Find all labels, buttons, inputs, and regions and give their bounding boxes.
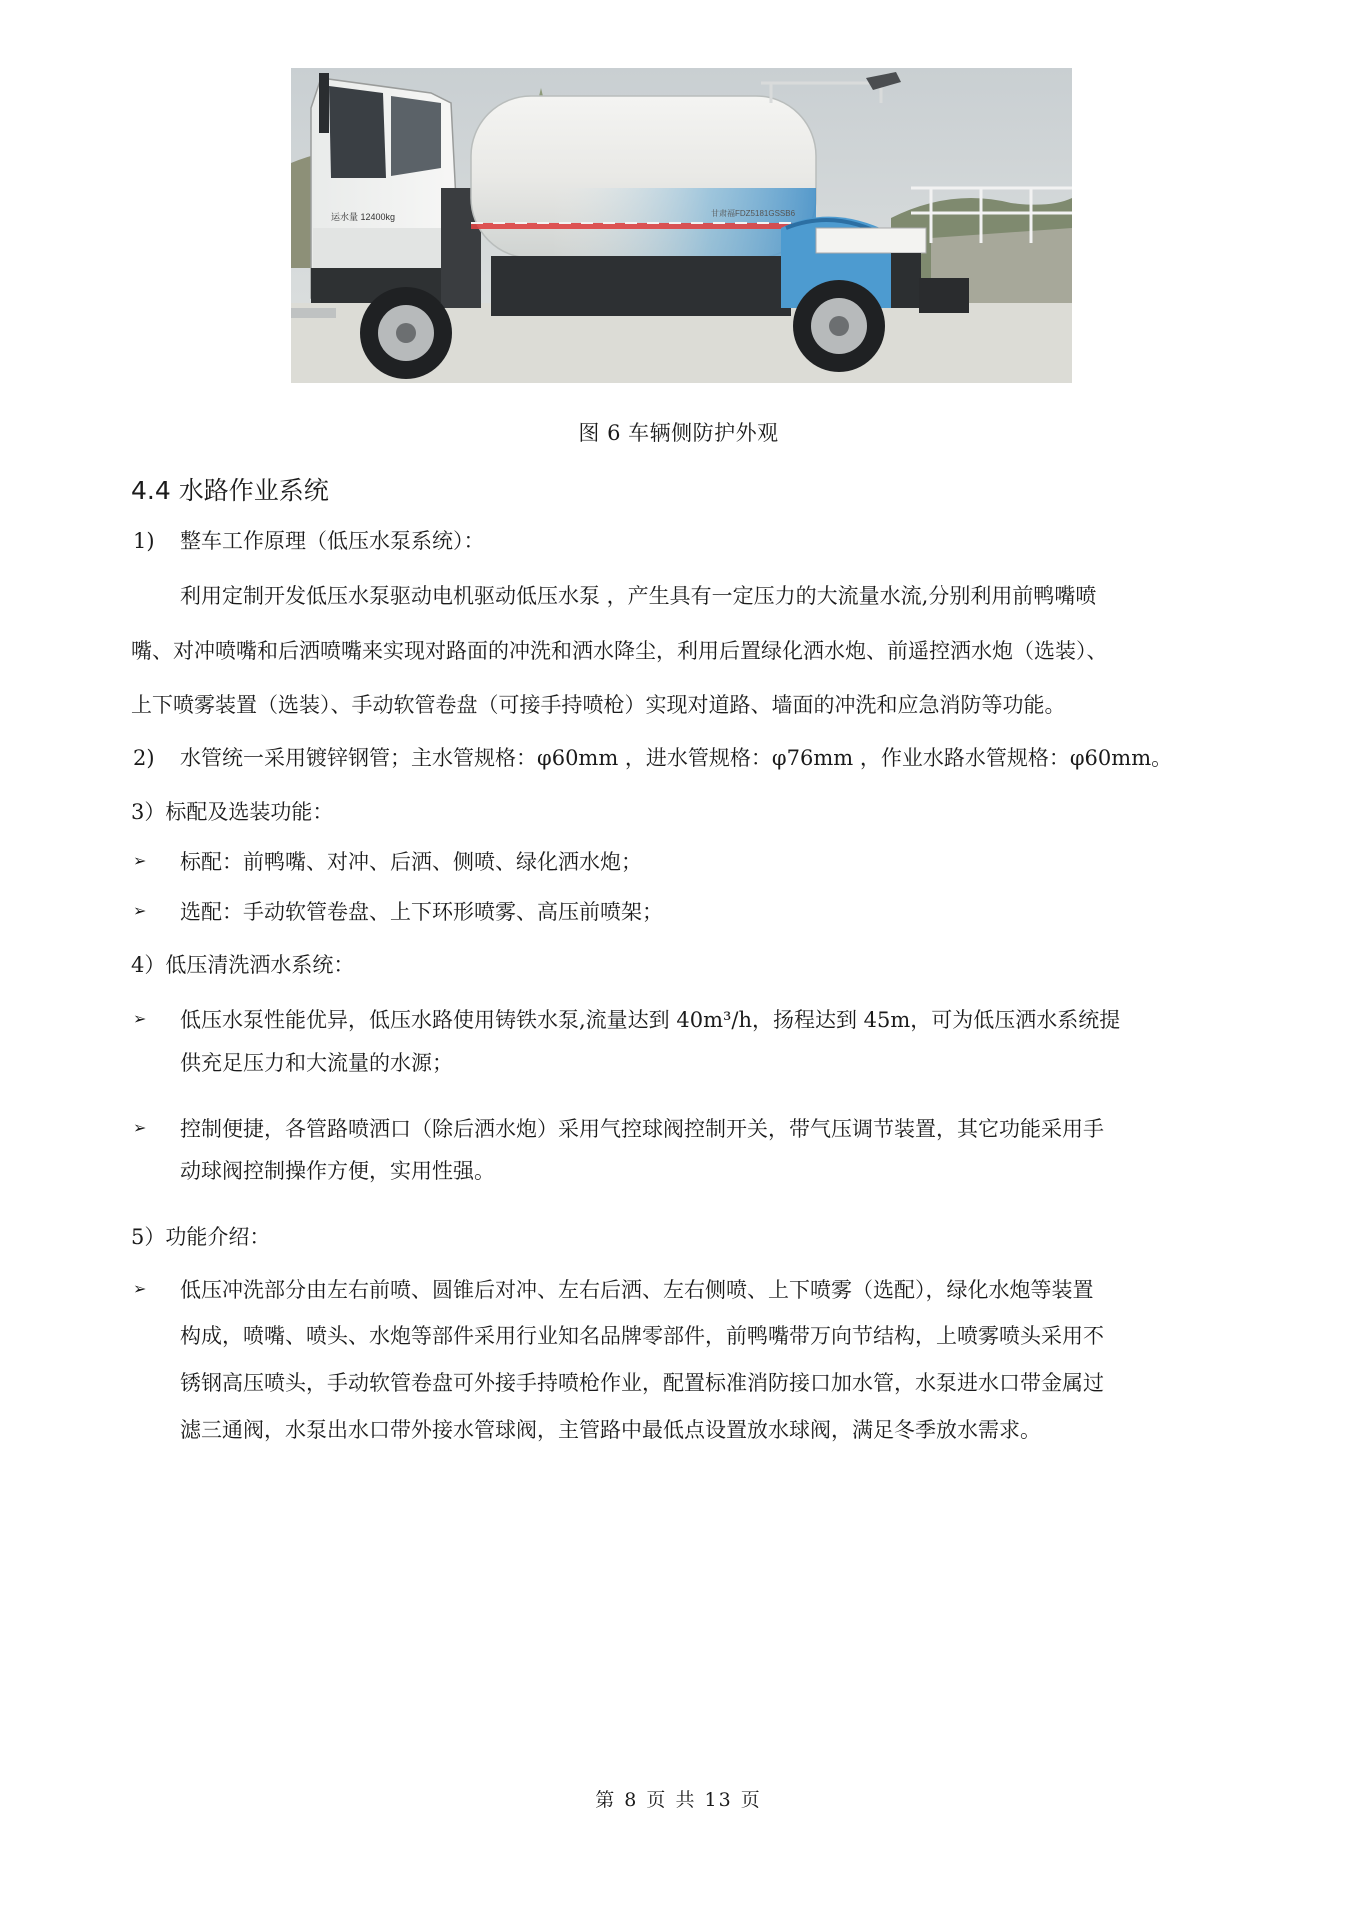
truck-side-photo xyxy=(291,68,1072,383)
tank-marking: 甘肃福FDZ5181GSSB6 xyxy=(711,209,796,218)
item-1-line-1: 利用定制开发低压水泵驱动电机驱动低压水泵 ，产生具有一定压力的大流量水流,分别利用前鸭嘴喷 xyxy=(180,584,1097,608)
item-5-title: 5）功能介绍： xyxy=(131,1225,271,1249)
door-marking: 运水量 12400kg xyxy=(331,212,396,222)
item-5-line-3: 锈钢高压喷头，手动软管卷盘可外接手持喷枪作业，配置标准消防接口加水管，水泵进水口带金属过 xyxy=(180,1371,1104,1395)
item-1-title: 整车工作原理（低压水泵系统）： xyxy=(180,529,485,553)
item-3-title: 3）标配及选装功能： xyxy=(131,800,334,824)
item-5-line-4: 滤三通阀，水泵出水口带外接水管球阀，主管路中最低点设置放水球阀，满足冬季放水需求。 xyxy=(180,1418,1041,1442)
item-4-title: 4）低压清洗洒水系统： xyxy=(131,953,355,977)
bullet-marker: ➢ xyxy=(133,851,147,870)
rear-wheel xyxy=(793,280,885,372)
bullet-marker: ➢ xyxy=(133,1009,147,1028)
item-2-text: 水管统一采用镀锌钢管；主水管规格：φ60mm ，进水管规格：φ76mm ，作业水路水管规格：φ60mm。 xyxy=(180,746,1173,770)
item-1-number: 1) xyxy=(133,529,155,553)
item-5-line-2: 构成，喷嘴、喷头、水炮等部件采用行业知名品牌零部件，前鸭嘴带万向节结构，上喷雾喷头采用不 xyxy=(180,1324,1104,1348)
item-4-bullet-1-line-1: 低压水泵性能优异，低压水路使用铸铁水泵,流量达到 40m³/h，扬程达到 45m，可为低压洒水系统提 xyxy=(180,1008,1121,1032)
figure-caption: 图 6 车辆侧防护外观 xyxy=(578,421,779,445)
section-heading: 4.4 水路作业系统 xyxy=(131,476,329,505)
item-2-number: 2) xyxy=(133,746,155,770)
item-4-bullet-2-line-1: 控制便捷，各管路喷洒口（除后洒水炮）采用气控球阀控制开关，带气压调节装置，其它功能采用手 xyxy=(180,1117,1104,1141)
item-1-line-3: 上下喷雾装置（选装）、手动软管卷盘（可接手持喷枪）实现对道路、墙面的冲洗和应急消防等功能。 xyxy=(131,693,1066,717)
bullet-marker: ➢ xyxy=(133,901,147,920)
bullet-marker: ➢ xyxy=(133,1118,147,1137)
bullet-marker: ➢ xyxy=(133,1279,147,1298)
item-3-bullet-2: 选配：手动软管卷盘、上下环形喷雾、高压前喷架； xyxy=(180,900,663,924)
page-number: 第 8 页 共 13 页 xyxy=(595,1789,762,1811)
item-4-bullet-1-line-2: 供充足压力和大流量的水源； xyxy=(180,1051,453,1075)
front-wheel xyxy=(360,287,452,379)
truck-illustration xyxy=(291,68,1072,383)
item-5-line-1: 低压冲洗部分由左右前喷、圆锥后对冲、左右后洒、左右侧喷、上下喷雾（选配），绿化水炮等装置 xyxy=(180,1278,1094,1302)
item-1-line-2: 嘴、对冲喷嘴和后洒喷嘴来实现对路面的冲洗和洒水降尘，利用后置绿化洒水炮、前遥控洒水炮（选装）、 xyxy=(131,639,1108,663)
item-4-bullet-2-line-2: 动球阀控制操作方便，实用性强。 xyxy=(180,1159,495,1183)
item-3-bullet-1: 标配：前鸭嘴、对冲、后洒、侧喷、绿化洒水炮； xyxy=(180,850,642,874)
